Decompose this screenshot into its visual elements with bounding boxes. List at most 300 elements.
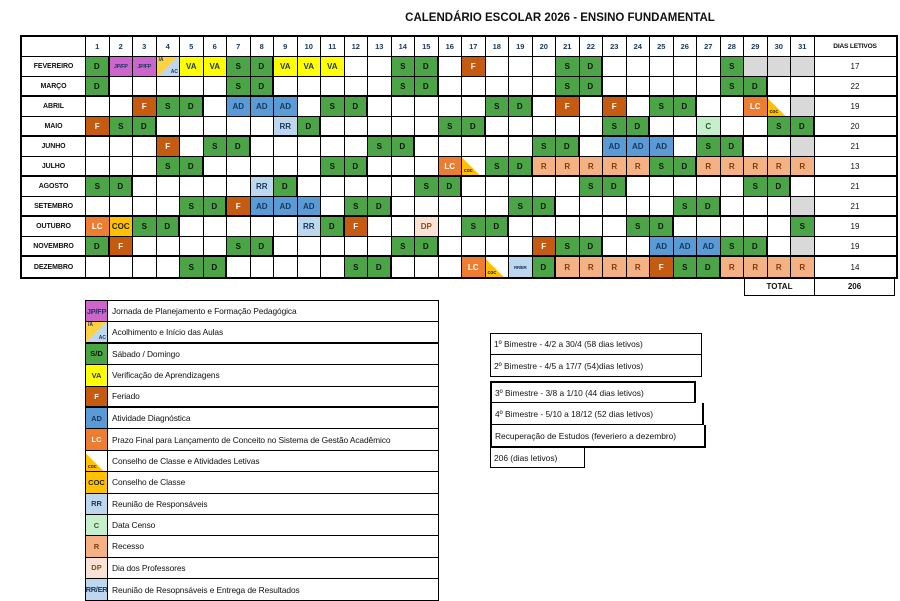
bimestre-box: 1º Bimestre - 4/2 a 30/4 (58 dias letivos) — [490, 333, 702, 355]
day-cell — [791, 57, 815, 77]
day-cell: S — [697, 137, 721, 157]
total-label: TOTAL — [744, 277, 815, 296]
day-cell: D — [533, 257, 557, 277]
day-cell — [392, 257, 416, 277]
day-cell — [650, 177, 674, 197]
day-cell — [204, 97, 228, 117]
coc-triangle-label: coc — [464, 168, 473, 174]
day-cell — [556, 117, 580, 137]
day-cell: D — [627, 117, 651, 137]
day-cell — [298, 237, 322, 257]
day-cell — [86, 97, 110, 117]
day-cell: S — [180, 197, 204, 217]
bimestre-box: 2º Bimestre - 4/5 a 17/7 (54)dias letivos) — [490, 354, 702, 377]
day-cell: F — [157, 137, 181, 157]
day-cell — [321, 237, 345, 257]
day-cell: S — [321, 157, 345, 177]
day-cell: AD — [627, 137, 651, 157]
day-cell — [157, 77, 181, 97]
day-cell — [486, 257, 510, 277]
day-cell — [415, 137, 439, 157]
day-cell: R — [768, 257, 792, 277]
legend-row — [86, 301, 438, 322]
day-header-cell: 12 — [345, 37, 369, 57]
day-cell — [368, 97, 392, 117]
bimestre-box: 4º Bimestre - 5/10 a 18/12 (52 dias letivos) — [490, 403, 704, 426]
day-cell: S — [180, 257, 204, 277]
day-cell — [274, 157, 298, 177]
day-cell — [133, 197, 157, 217]
day-cell — [486, 57, 510, 77]
legend-label: Jornada de Planejamento e Formação Pedagógica — [112, 306, 297, 317]
day-cell: S — [791, 217, 815, 237]
day-cell: S — [486, 97, 510, 117]
day-cell: D — [580, 237, 604, 257]
day-cell — [392, 97, 416, 117]
day-cell — [603, 77, 627, 97]
day-cell — [86, 137, 110, 157]
day-header-cell: 9 — [274, 37, 298, 57]
month-label: JULHO — [22, 157, 86, 177]
day-cell: S — [509, 197, 533, 217]
day-cell: S — [204, 137, 228, 157]
day-cell: F — [86, 117, 110, 137]
day-cell: R — [791, 257, 815, 277]
day-cell: S — [227, 237, 251, 257]
day-cell — [721, 97, 745, 117]
dias-letivos-header: DIAS LETIVOS — [815, 37, 896, 57]
day-header-cell: 1 — [86, 37, 110, 57]
day-cell — [462, 97, 486, 117]
legend-label: Dia dos Professores — [112, 562, 186, 573]
day-cell: S — [580, 177, 604, 197]
day-cell: R — [744, 157, 768, 177]
legend-row — [86, 344, 438, 365]
day-cell — [439, 217, 463, 237]
day-cell: D — [86, 237, 110, 257]
day-cell — [768, 197, 792, 217]
day-header-cell: 16 — [439, 37, 463, 57]
day-cell — [133, 257, 157, 277]
day-cell: S — [392, 237, 416, 257]
day-cell — [439, 77, 463, 97]
day-cell — [86, 257, 110, 277]
day-cell — [650, 117, 674, 137]
day-cell — [392, 177, 416, 197]
legend-label: Reunião de Resopnsáveis e Entrega de Resultados — [112, 584, 300, 595]
day-cell — [486, 77, 510, 97]
day-cell: D — [462, 117, 486, 137]
day-cell — [650, 77, 674, 97]
day-cell — [603, 197, 627, 217]
day-cell: D — [509, 157, 533, 177]
day-cell — [744, 57, 768, 77]
day-cell: S — [721, 77, 745, 97]
legend-row — [86, 494, 438, 515]
day-cell — [392, 157, 416, 177]
day-cell: S — [86, 177, 110, 197]
day-cell — [251, 117, 275, 137]
day-cell — [439, 197, 463, 217]
day-cell: D — [274, 177, 298, 197]
day-cell — [133, 237, 157, 257]
day-cell: D — [110, 177, 134, 197]
day-cell — [580, 197, 604, 217]
day-cell — [556, 197, 580, 217]
day-header-cell: 3 — [133, 37, 157, 57]
day-cell: S — [227, 77, 251, 97]
legend-key-rr: RR — [86, 494, 108, 514]
day-cell — [768, 77, 792, 97]
day-cell — [580, 137, 604, 157]
day-cell: LC — [744, 97, 768, 117]
legend-row — [86, 472, 438, 493]
legend-row — [86, 365, 438, 386]
legend-key-f: F — [86, 387, 108, 406]
day-cell — [392, 217, 416, 237]
day-cell — [204, 77, 228, 97]
legend-label: Atividade Diagnóstica — [112, 413, 191, 424]
day-cell: AD — [227, 97, 251, 117]
day-cell: S — [345, 257, 369, 277]
coc-triangle-label: coc — [487, 270, 497, 276]
day-cell — [321, 257, 345, 277]
day-cell — [627, 197, 651, 217]
day-cell: R — [603, 257, 627, 277]
dias-letivos-cell: 13 — [815, 157, 896, 177]
day-header-cell: 8 — [251, 37, 275, 57]
day-cell: D — [674, 157, 698, 177]
day-header-cell: 14 — [392, 37, 416, 57]
day-header-cell: 19 — [509, 37, 533, 57]
legend-key-dp: DP — [86, 558, 108, 578]
day-cell — [298, 157, 322, 177]
ia-label: IA — [158, 57, 164, 63]
day-cell: D — [744, 77, 768, 97]
day-cell: R — [768, 157, 792, 177]
day-cell — [556, 217, 580, 237]
day-cell: D — [674, 97, 698, 117]
day-cell — [462, 157, 486, 177]
day-header-cell: 15 — [415, 37, 439, 57]
day-cell: AD — [603, 137, 627, 157]
day-header-cell: 13 — [368, 37, 392, 57]
day-cell: S — [368, 137, 392, 157]
day-cell: RR — [251, 177, 275, 197]
day-cell: D — [368, 257, 392, 277]
day-cell — [157, 237, 181, 257]
day-cell: VA — [274, 57, 298, 77]
day-cell — [674, 117, 698, 137]
day-cell — [110, 157, 134, 177]
day-cell — [180, 117, 204, 137]
day-cell — [744, 117, 768, 137]
day-cell — [180, 237, 204, 257]
day-cell — [627, 177, 651, 197]
day-cell: AD — [650, 237, 674, 257]
day-cell — [157, 197, 181, 217]
day-cell: D — [533, 197, 557, 217]
legend-row — [86, 429, 438, 450]
day-cell: AD — [697, 237, 721, 257]
day-cell: D — [439, 177, 463, 197]
day-cell — [204, 157, 228, 177]
day-cell: S — [721, 237, 745, 257]
legend-key-coct — [86, 451, 108, 471]
day-cell — [321, 77, 345, 97]
ac-label: AC — [170, 69, 178, 75]
day-cell — [603, 217, 627, 237]
total-row — [744, 277, 895, 296]
day-cell — [439, 257, 463, 277]
day-cell — [768, 217, 792, 237]
day-cell: AD — [274, 197, 298, 217]
legend-key-va: VA — [86, 365, 108, 385]
day-header-cell: 2 — [110, 37, 134, 57]
day-cell: R — [533, 157, 557, 177]
day-cell — [509, 77, 533, 97]
day-cell: S — [133, 217, 157, 237]
day-header-cell: 23 — [603, 37, 627, 57]
day-cell — [110, 97, 134, 117]
day-cell — [509, 137, 533, 157]
day-cell: S — [321, 97, 345, 117]
day-cell — [345, 117, 369, 137]
day-cell — [486, 197, 510, 217]
day-cell — [580, 97, 604, 117]
day-cell: AD — [251, 97, 275, 117]
day-cell — [204, 117, 228, 137]
day-cell — [462, 137, 486, 157]
legend-label: Reunião de Responsáveis — [112, 498, 208, 509]
day-cell — [509, 117, 533, 137]
day-cell: S — [603, 117, 627, 137]
day-cell — [791, 237, 815, 257]
day-cell — [251, 137, 275, 157]
day-cell — [274, 237, 298, 257]
day-cell — [603, 237, 627, 257]
day-cell — [321, 177, 345, 197]
day-cell — [110, 197, 134, 217]
day-cell — [791, 97, 815, 117]
day-cell: S — [627, 217, 651, 237]
day-cell — [133, 137, 157, 157]
day-cell: R — [721, 157, 745, 177]
month-label: FEVEREIRO — [22, 57, 86, 77]
day-cell — [415, 117, 439, 137]
day-cell — [768, 97, 792, 117]
day-cell — [791, 137, 815, 157]
day-cell — [509, 217, 533, 237]
day-header-cell: 11 — [321, 37, 345, 57]
day-cell: D — [204, 197, 228, 217]
day-cell — [274, 77, 298, 97]
day-cell: S — [439, 117, 463, 137]
day-cell — [533, 177, 557, 197]
day-cell — [439, 57, 463, 77]
day-cell: S — [744, 177, 768, 197]
day-cell — [227, 177, 251, 197]
day-cell: AD — [251, 197, 275, 217]
day-header-cell: 30 — [768, 37, 792, 57]
day-cell — [204, 237, 228, 257]
dias-letivos-cell: 19 — [815, 237, 896, 257]
bimestre-box: 3º Bimestre - 3/8 a 1/10 (44 dias letivos) — [490, 381, 696, 404]
day-cell — [462, 77, 486, 97]
legend-key-c: C — [86, 515, 108, 535]
day-cell: R — [556, 257, 580, 277]
day-cell — [110, 137, 134, 157]
day-cell: D — [180, 97, 204, 117]
day-cell: S — [674, 197, 698, 217]
day-header-cell: 18 — [486, 37, 510, 57]
day-cell: D — [133, 117, 157, 137]
day-cell — [509, 177, 533, 197]
day-cell: S — [556, 77, 580, 97]
corner-cell — [22, 37, 86, 57]
day-cell: D — [157, 217, 181, 237]
day-cell — [321, 197, 345, 217]
day-cell — [298, 137, 322, 157]
day-cell — [368, 237, 392, 257]
legend-row — [86, 515, 438, 536]
day-cell: S — [556, 57, 580, 77]
day-cell: S — [345, 197, 369, 217]
day-cell — [674, 77, 698, 97]
day-cell: R — [627, 157, 651, 177]
day-cell — [533, 57, 557, 77]
day-cell — [509, 237, 533, 257]
day-header-cell: 20 — [533, 37, 557, 57]
legend-label: Verificação de Aprendizagens — [112, 370, 220, 381]
day-cell: R — [556, 157, 580, 177]
dias-letivos-cell: 19 — [815, 97, 896, 117]
day-cell: S — [768, 117, 792, 137]
day-cell: R — [744, 257, 768, 277]
dias-letivos-cell: 21 — [815, 177, 896, 197]
day-cell — [345, 137, 369, 157]
day-cell — [392, 197, 416, 217]
day-cell: D — [486, 217, 510, 237]
day-header-cell: 6 — [204, 37, 228, 57]
day-cell — [133, 77, 157, 97]
day-cell — [180, 177, 204, 197]
day-cell: AD — [674, 237, 698, 257]
dias-letivos-cell: 21 — [815, 197, 896, 217]
legend-key-r: R — [86, 536, 108, 556]
day-cell — [180, 137, 204, 157]
day-cell: F — [345, 217, 369, 237]
day-cell: D — [768, 177, 792, 197]
day-cell — [345, 237, 369, 257]
day-cell: AD — [298, 197, 322, 217]
day-cell — [415, 97, 439, 117]
day-cell — [345, 57, 369, 77]
day-cell: D — [603, 177, 627, 197]
day-cell — [744, 217, 768, 237]
dias-letivos-cell: 17 — [815, 57, 896, 77]
day-cell — [650, 197, 674, 217]
day-cell: S — [650, 157, 674, 177]
day-cell — [368, 117, 392, 137]
legend-key-ad: AD — [86, 408, 108, 428]
day-cell — [674, 177, 698, 197]
day-cell: S — [157, 157, 181, 177]
day-cell: S — [533, 137, 557, 157]
day-cell: F — [133, 97, 157, 117]
legend-label: Conselho de Classe — [112, 477, 186, 488]
day-cell — [721, 117, 745, 137]
day-cell: D — [86, 77, 110, 97]
day-cell — [697, 97, 721, 117]
day-cell: D — [298, 117, 322, 137]
day-cell: RR/ER — [509, 257, 533, 277]
day-cell: D — [509, 97, 533, 117]
day-cell — [110, 257, 134, 277]
day-cell — [486, 237, 510, 257]
legend-key-coc: COC — [86, 472, 108, 492]
day-cell: D — [556, 137, 580, 157]
month-label: OUTUBRO — [22, 217, 86, 237]
day-cell — [768, 137, 792, 157]
day-cell — [321, 137, 345, 157]
day-cell: S — [157, 97, 181, 117]
day-cell — [744, 137, 768, 157]
day-cell: D — [321, 217, 345, 237]
legend-key-sd: S/D — [86, 344, 108, 364]
day-cell — [721, 197, 745, 217]
day-cell — [274, 137, 298, 157]
legend-label: Acolhimento e Início das Aulas — [112, 327, 224, 338]
legend-key-lc: LC — [86, 429, 108, 449]
day-cell — [133, 157, 157, 177]
day-cell — [721, 177, 745, 197]
month-label: MAIO — [22, 117, 86, 137]
day-cell — [298, 77, 322, 97]
legend-key-jpfp: JP/FP — [86, 301, 108, 321]
day-header-cell: 27 — [697, 37, 721, 57]
legend-key-rrer: RR/ER — [86, 579, 108, 600]
day-cell — [486, 177, 510, 197]
legend-row — [86, 322, 438, 343]
day-cell: S — [462, 217, 486, 237]
coc-triangle-label: coc — [88, 464, 97, 471]
legend-row — [86, 579, 438, 600]
day-cell: VA — [298, 57, 322, 77]
day-cell: D — [392, 137, 416, 157]
day-cell: S — [486, 157, 510, 177]
day-header-cell: 25 — [650, 37, 674, 57]
day-cell: RR — [274, 117, 298, 137]
day-cell: F — [603, 97, 627, 117]
day-cell — [298, 97, 322, 117]
legend-row — [86, 536, 438, 557]
day-header-cell: 24 — [627, 37, 651, 57]
month-label: NOVEMBRO — [22, 237, 86, 257]
day-cell — [768, 237, 792, 257]
day-cell — [486, 117, 510, 137]
bimestre-box: Recuperação de Estudos (feveriero a dezembro) — [490, 425, 706, 448]
day-cell: VA — [180, 57, 204, 77]
day-cell: D — [251, 237, 275, 257]
day-cell — [580, 217, 604, 237]
day-cell: F — [110, 237, 134, 257]
day-cell — [509, 57, 533, 77]
day-cell — [86, 197, 110, 217]
day-cell — [368, 177, 392, 197]
day-cell — [415, 197, 439, 217]
day-cell — [439, 97, 463, 117]
